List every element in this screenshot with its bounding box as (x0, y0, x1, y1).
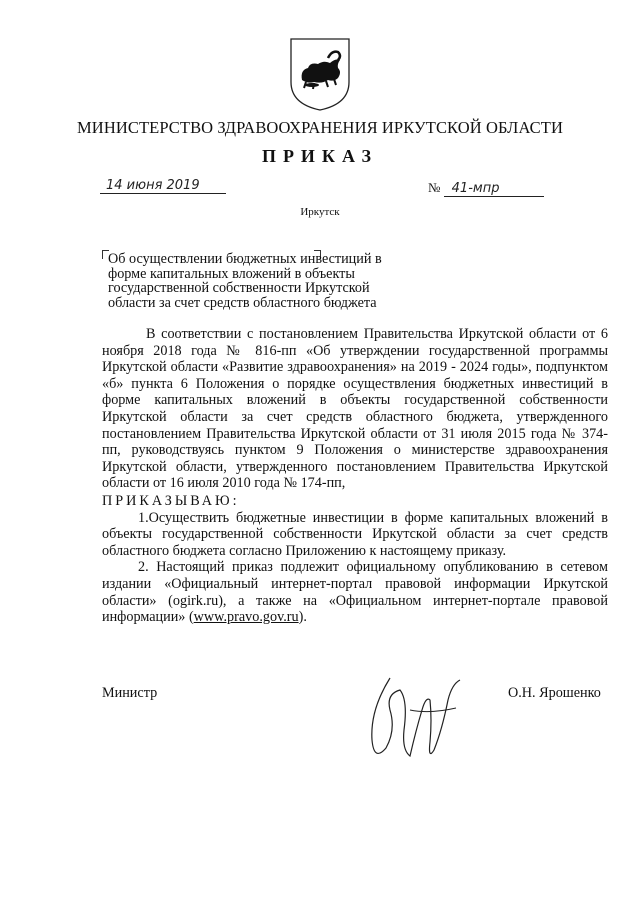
order-body (102, 326, 608, 626)
handwritten-signature-icon (360, 670, 470, 770)
order-item-2 (102, 559, 608, 625)
order-word: ПРИКАЗЫВАЮ: (102, 492, 240, 509)
subject-line: форме капитальных вложений в объекты (108, 265, 355, 282)
document-type: ПРИКАЗ (261, 146, 379, 166)
subject-line: государственной собственности Иркутской (108, 280, 370, 296)
pravo-link[interactable]: www.pravo.gov.ru (193, 609, 299, 626)
order-date: 14 июня 2019 (100, 178, 226, 194)
signer-position: Министр (102, 685, 158, 701)
irkutsk-coat-of-arms-icon (288, 36, 352, 112)
order-number: 41-мпр (444, 181, 544, 197)
order-number-block (428, 180, 544, 197)
city: Иркутск (300, 206, 340, 218)
ministry-title: МИНИСТЕРСТВО ЗДРАВООХРАНЕНИЯ ИРКУТСКОЙ ОБЛАСТИ (77, 118, 563, 137)
subject-line: Об осуществлении бюджетных инвестиций в (108, 251, 382, 267)
number-label: № (428, 180, 441, 195)
order-subject (108, 252, 408, 310)
item-2-end: ). (298, 609, 307, 626)
signer-name: О.Н. Ярошенко (508, 685, 601, 701)
order-item-1: 1.Осуществить бюджетные инвестиции в форме капитальных вложений в объекты государственной собственности Иркутской области за счет средств областного бюджета согласно Приложению к настоящему приказу. (102, 509, 608, 559)
item-2-text: 2. Настоящий приказ подлежит официальному опубликованию в сетевом издании «Официальный интернет-портал правовой информации Иркутской области» (ogirk.ru), а также на «Официальном интернет-портале правовой информации» ( (102, 559, 608, 626)
preamble-paragraph: В соответствии с постановлением Правительства Иркутской области от 6 ноября 2018 года № 816-пп «Об утверждении государственной программы Иркутской области «Развитие здравоохранения» на 2019 - 2024 годы», подпунктом «б» пункта 6 Положения о порядке осуществления бюджетных инвестиций в форме капитальных вложений в объекты государственной собственности Иркутской области за счет средств областного бюджета, утвержденного постановлением Правительства Иркутской области от 31 июля 2015 года № 374-пп, руководствуясь пунктом 9 Положения о министерстве здравоохранения Иркутской области, утвержденного постановлением Правительства Иркутской области от 16 июля 2010 года № 174-пп, (102, 326, 608, 492)
subject-line: области за счет средств областного бюджета (108, 294, 377, 311)
